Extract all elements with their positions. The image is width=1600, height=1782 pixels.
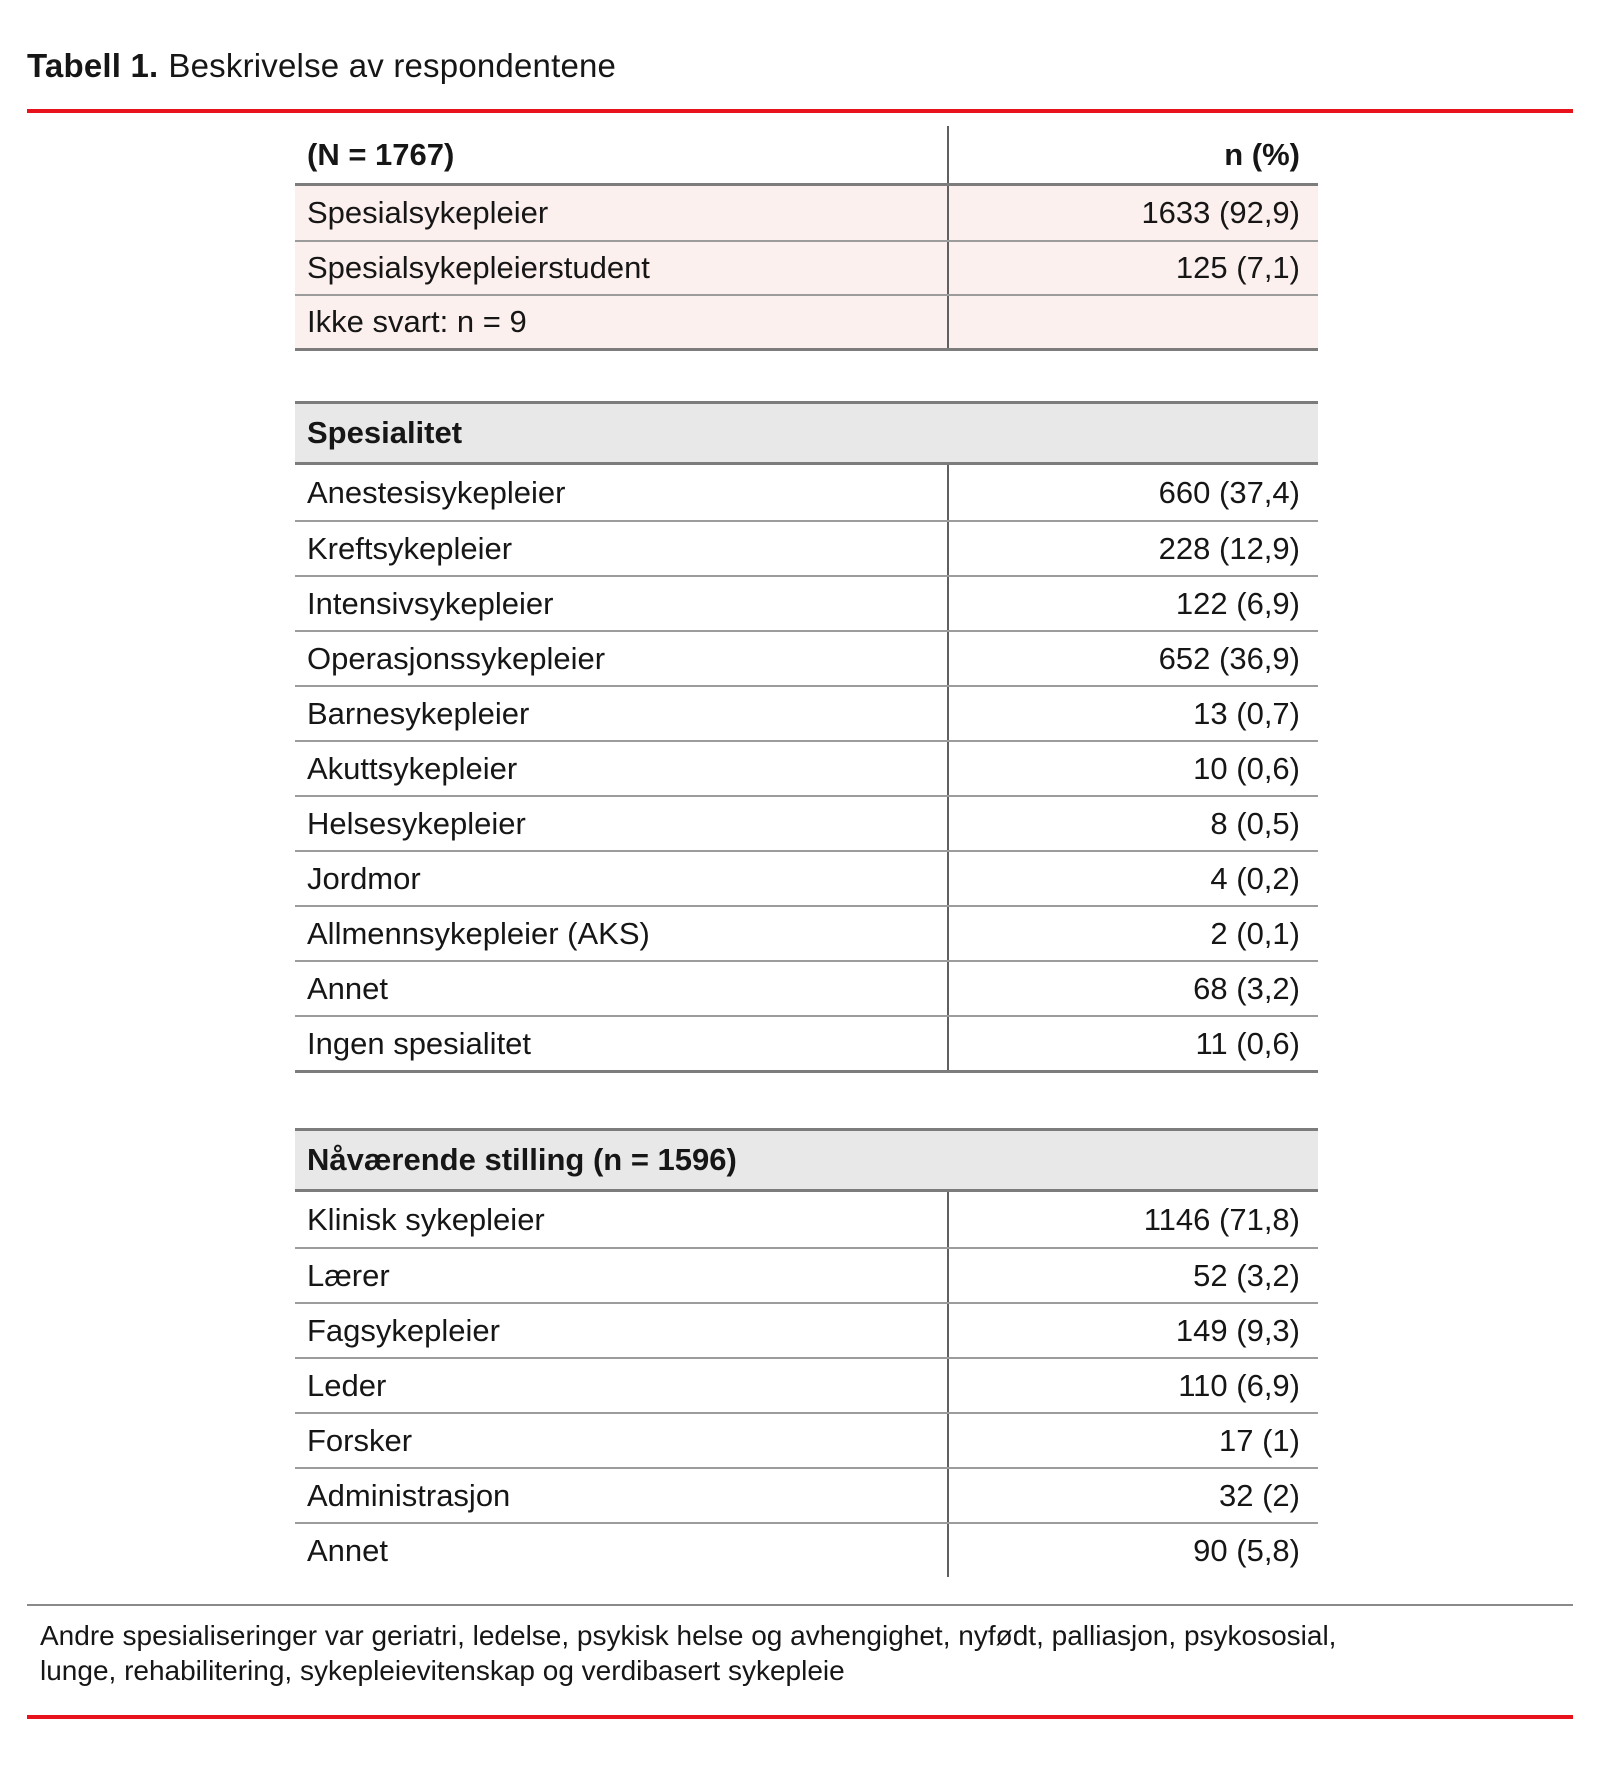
row-value: 17 (1): [947, 1414, 1318, 1467]
table-row: [295, 630, 1318, 685]
bottom-red-rule: [27, 1715, 1573, 1719]
row-label: Fagsykepleier: [307, 1312, 500, 1348]
row-label: Ikke svart: n = 9: [307, 304, 527, 339]
table-footnote: [27, 1604, 1573, 1688]
section-rows: [295, 465, 1318, 1073]
footnote-line: lunge, rehabilitering, sykepleievitenskap og verdibasert sykepleie: [40, 1655, 845, 1686]
respondents-table: [295, 126, 1318, 1577]
table-row: [295, 905, 1318, 960]
top-red-rule: [27, 109, 1573, 113]
row-value: 68 (3,2): [947, 962, 1318, 1015]
row-value: 8 (0,5): [947, 797, 1318, 850]
table-row: [295, 685, 1318, 740]
table-row: [295, 1467, 1318, 1522]
section-rows: [295, 1192, 1318, 1577]
table-row: [295, 1357, 1318, 1412]
table-row: [295, 240, 1318, 294]
row-label: Intensivsykepleier: [307, 585, 554, 621]
row-value: 125 (7,1): [947, 242, 1318, 294]
row-value: 13 (0,7): [947, 687, 1318, 740]
table-row: [295, 520, 1318, 575]
respondent-rows: [295, 186, 1318, 351]
row-label: Spesialsykepleier: [307, 195, 549, 230]
table-row: [295, 1302, 1318, 1357]
table-row: [295, 850, 1318, 905]
table-row: [295, 294, 1318, 348]
row-value: 652 (36,9): [947, 632, 1318, 685]
row-label: Kreftsykepleier: [307, 530, 513, 566]
row-value: 228 (12,9): [947, 522, 1318, 575]
section-spesialitet: [295, 401, 1318, 1073]
section-header: Spesialitet: [295, 401, 1318, 465]
row-label: Annet: [307, 1532, 389, 1568]
row-value: [947, 296, 1318, 348]
row-label: Leder: [307, 1367, 387, 1403]
table-row: [295, 1192, 1318, 1247]
table-row: [295, 960, 1318, 1015]
table-row: [295, 1412, 1318, 1467]
table-row: [295, 186, 1318, 240]
row-label: Lærer: [307, 1257, 390, 1293]
row-value: 11 (0,6): [947, 1017, 1318, 1070]
row-label: Annet: [307, 970, 389, 1006]
row-label: Akuttsykepleier: [307, 750, 518, 786]
row-value: 10 (0,6): [947, 742, 1318, 795]
table-row: [295, 575, 1318, 630]
footnote-line: Andre spesialiseringer var geriatri, ledelse, psykisk helse og avhengighet, nyfødt, palliasjon, psykososial,: [40, 1620, 1337, 1651]
table-row: [295, 1522, 1318, 1577]
row-label: Helsesykepleier: [307, 805, 526, 841]
table-header-row: [295, 126, 1318, 186]
row-value: 1146 (71,8): [947, 1192, 1318, 1247]
row-label: Forsker: [307, 1422, 413, 1458]
column-header-n-total: (N = 1767): [307, 136, 455, 172]
row-label: Klinisk sykepleier: [307, 1201, 545, 1237]
table-row: [295, 1015, 1318, 1070]
row-value: 52 (3,2): [947, 1249, 1318, 1302]
table-row: [295, 795, 1318, 850]
respondent-block: [295, 126, 1318, 351]
table-row: [295, 740, 1318, 795]
row-label: Jordmor: [307, 860, 421, 896]
row-label: Spesialsykepleierstudent: [307, 250, 650, 285]
row-value: 110 (6,9): [947, 1359, 1318, 1412]
section-navaerende-stilling: [295, 1128, 1318, 1577]
column-header-n-percent: n (%): [947, 126, 1318, 183]
row-value: 90 (5,8): [947, 1524, 1318, 1577]
row-value: 4 (0,2): [947, 852, 1318, 905]
section-header: Nåværende stilling (n = 1596): [295, 1128, 1318, 1192]
row-label: Allmennsykepleier (AKS): [307, 915, 650, 951]
row-value: 149 (9,3): [947, 1304, 1318, 1357]
row-value: 2 (0,1): [947, 907, 1318, 960]
row-label: Operasjonssykepleier: [307, 640, 606, 676]
row-label: Anestesisykepleier: [307, 474, 566, 510]
row-label: Ingen spesialitet: [307, 1025, 532, 1061]
table-row: [295, 1247, 1318, 1302]
row-value: 32 (2): [947, 1469, 1318, 1522]
row-value: 122 (6,9): [947, 577, 1318, 630]
table-title-text: Beskrivelse av respondentene: [168, 47, 617, 84]
row-value: 1633 (92,9): [947, 186, 1318, 240]
table-row: [295, 465, 1318, 520]
row-value: 660 (37,4): [947, 465, 1318, 520]
table-title: [27, 0, 1600, 86]
table-title-number: Tabell 1.: [27, 47, 159, 84]
row-label: Administrasjon: [307, 1477, 511, 1513]
row-label: Barnesykepleier: [307, 695, 530, 731]
